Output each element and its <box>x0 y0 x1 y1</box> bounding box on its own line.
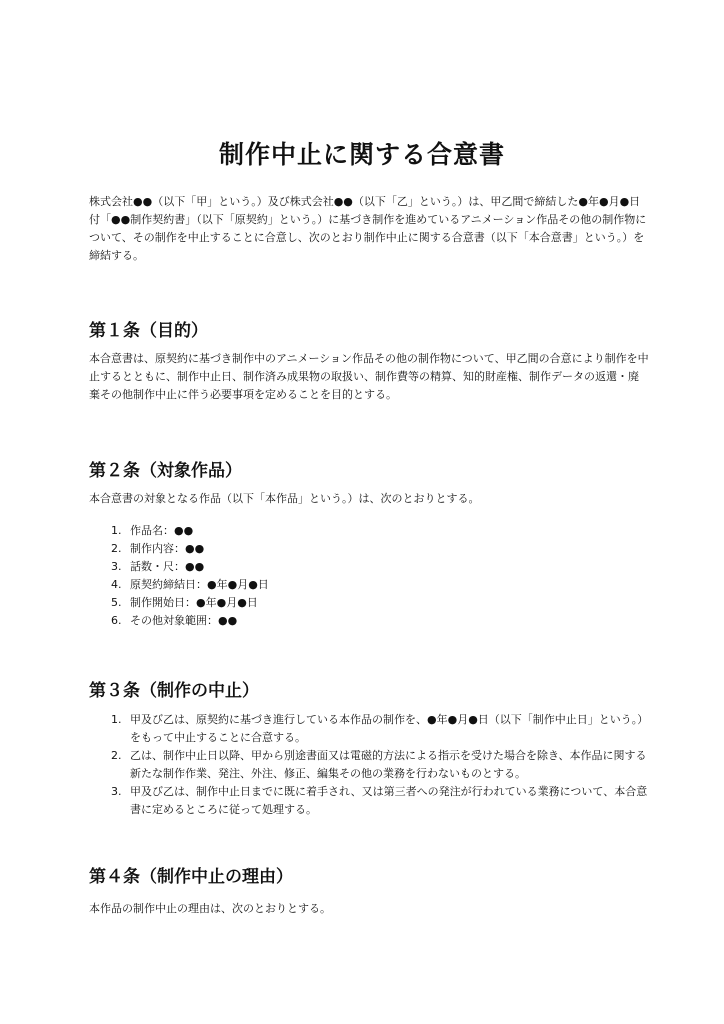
list-number: 3. <box>111 560 122 573</box>
list-item-text: 甲及び乙は、制作中止日までに既に着手され、又は第三者への発注が行われている業務について、本合意書に定めるところに従って処理する。 <box>130 785 648 816</box>
list-item <box>89 558 649 576</box>
document-title: 制作中止に関する合意書 <box>218 139 505 169</box>
list-item <box>89 711 649 747</box>
preamble-paragraph: 株式会社●●（以下「甲」という。）及び株式会社●●（以下「乙」という。）は、甲乙間で締結した●年●月●日付「●●制作契約書」（以下「原契約」という。）に基づき制作を進めているアニメーション作品その他の制作物について、その制作を中止することに合意し、次のとおり制作中止に関する合意書（以下「本合意書」という。）を締結する。 <box>89 195 647 262</box>
article-1-text: 本合意書は、原契約に基づき制作中のアニメーション作品その他の制作物について、甲乙間の合意により制作を中止するとともに、制作中止日、制作済み成果物の取扱い、制作費等の精算、知的財産権、制作データの返還・廃棄その他制作中止に伴う必要事項を定めることを目的とする。 <box>89 352 649 401</box>
list-number: 1. <box>111 524 122 537</box>
list-item-text: 話数・尺：●● <box>130 560 205 573</box>
list-item-text: 甲及び乙は、原契約に基づき進行している本作品の制作を、●年●月●日（以下「制作中止日」という。）をもって中止することに合意する。 <box>130 713 649 744</box>
list-number: 6. <box>111 614 122 627</box>
article-4-heading: 第４条（制作中止の理由） <box>89 867 293 887</box>
article-4-text: 本作品の制作中止の理由は、次のとおりとする。 <box>89 902 331 915</box>
list-number: 5. <box>111 596 122 609</box>
list-item-text: 乙は、制作中止日以降、甲から別途書面又は電磁的方法による指示を受けた場合を除き、本作品に関する新たな制作作業、発注、外注、修正、編集その他の業務を行わないものとする。 <box>130 749 647 780</box>
list-item <box>89 594 649 612</box>
list-item <box>89 747 649 783</box>
list-number: 4. <box>111 578 122 591</box>
article-3-list <box>89 711 649 819</box>
list-item-text: 作品名：●● <box>130 524 194 537</box>
list-number: 1. <box>111 713 122 726</box>
list-item <box>89 783 649 819</box>
list-item <box>89 522 649 540</box>
article-2-list <box>89 522 649 630</box>
list-number: 2. <box>111 542 122 555</box>
list-item-text: その他対象範囲：●● <box>130 614 238 627</box>
list-item <box>89 612 649 630</box>
list-number: 3. <box>111 785 122 798</box>
list-item <box>89 540 649 558</box>
article-1-heading: 第１条（目的） <box>89 321 208 341</box>
list-item <box>89 576 649 594</box>
article-2-text: 本合意書の対象となる作品（以下「本作品」という。）は、次のとおりとする。 <box>89 492 480 505</box>
list-item-text: 原契約締結日：●年●月●日 <box>130 578 269 591</box>
list-item-text: 制作内容：●● <box>130 542 205 555</box>
list-item-text: 制作開始日：●年●月●日 <box>130 596 258 609</box>
list-number: 2. <box>111 749 122 762</box>
article-2-heading: 第２条（対象作品） <box>89 461 242 481</box>
article-3-heading: 第３条（制作の中止） <box>89 681 259 701</box>
